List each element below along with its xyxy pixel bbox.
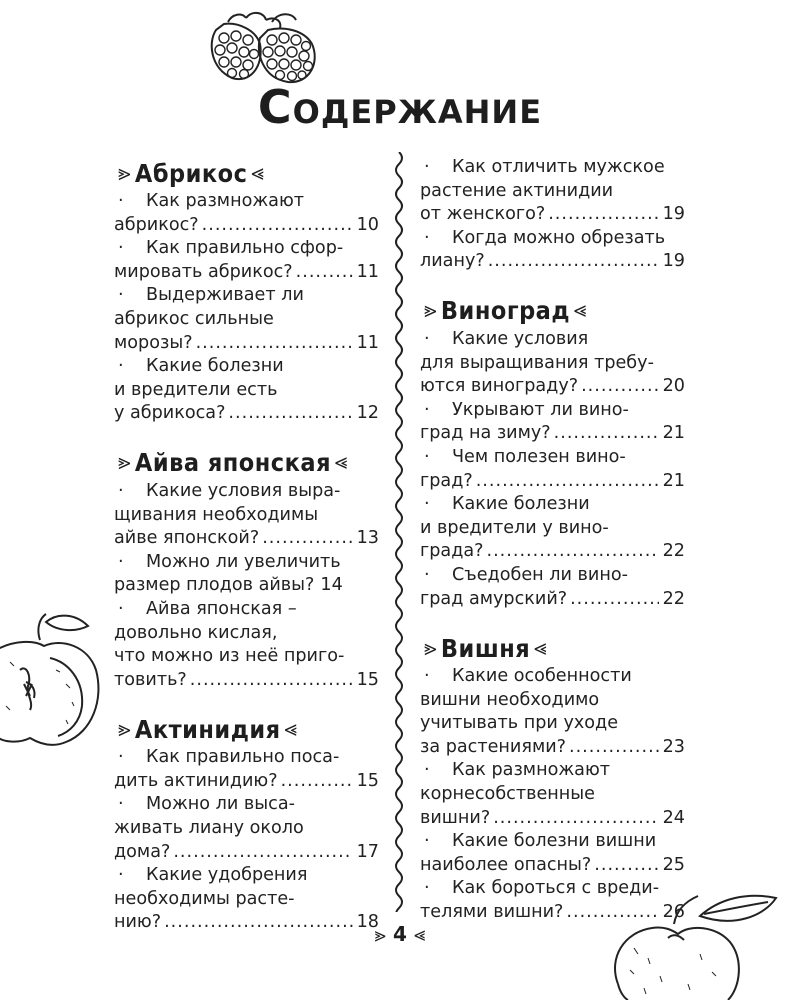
toc-section-quince [114,446,379,692]
bullet-icon: · [118,191,124,211]
bullet-icon: · [118,598,124,619]
dot-leader [488,250,659,274]
page-ref: 12 [356,403,379,424]
wavy-divider [391,152,407,912]
page-title: Содержание [257,80,543,134]
chevron-right-icon: ⪢ [118,716,131,742]
toc-entry[interactable]: · Как правильно поса- дить актинидию? ..... 15 [114,746,379,793]
bullet-icon: · [424,399,430,420]
page-ref: 15 [356,669,379,690]
dot-leader [281,770,353,794]
toc-section-actinidia-continued [420,156,685,274]
dot-leader [486,540,658,564]
dot-leader [202,214,353,238]
toc-section-apricot [114,156,379,426]
bullet-icon: · [118,480,124,501]
toc-section-cherry [420,631,685,925]
page-ref: 14 [320,575,343,596]
page-ref: 19 [662,251,685,272]
section-title: Актинидия [134,714,281,744]
dot-leader [581,375,659,399]
dot-leader [228,402,352,426]
section-heading [114,156,379,190]
toc-entry[interactable]: · Какие болезни и вредители у вино- града? ..... 22 [420,493,685,564]
bullet-icon: · [424,494,430,515]
toc-column-right [420,156,685,925]
toc-section-grape [420,294,685,611]
toc-entry[interactable]: · Какие болезни вишни наиболее опасны? ..... 25 [420,830,685,877]
page-ref: 25 [662,854,685,875]
page-ref: 13 [356,528,379,549]
page-ref: 22 [662,588,685,609]
dot-leader [493,807,658,831]
toc-entry[interactable]: · Как размножают корнесобственные вишни? ..... 24 [420,759,685,830]
bullet-icon: · [424,878,430,899]
bullet-icon: · [118,356,124,377]
toc-entry[interactable]: · Можно ли выса- живать лиану около дома? ..... 17 [114,793,379,864]
chevron-right-icon: ⪢ [424,298,437,324]
toc-entry[interactable]: · Какие удобрения необходимы расте- нию? ..... 18 [114,864,379,935]
section-title: Абрикос [134,158,248,188]
bullet-icon: · [424,328,430,349]
section-heading [114,446,379,480]
toc-entry[interactable]: · Айва японская – довольно кислая, что можно из неё приго- товить? ..... 15 [114,598,379,692]
toc-entry[interactable]: · Какие особенности вишни необходимо учитывать при уходе за растениями? ..... 23 [420,665,685,759]
chevron-left-icon: ⪡ [335,450,348,476]
page-ref: 10 [356,214,379,235]
toc-entry[interactable]: · Как отличить мужское растение актинидии от женского? ..... 19 [420,156,685,227]
section-title: Вишня [440,633,531,663]
section-heading [114,712,379,746]
dot-leader [190,669,353,693]
toc-entry[interactable]: · Когда можно обрезать лиану? ..... 19 [420,227,685,274]
toc-entry[interactable]: · Как бороться с вреди- телями вишни? ..... 26 [420,877,685,924]
toc-entry[interactable]: · Как размножают абрикос? ..... 10 [114,190,379,237]
section-heading [420,631,685,665]
toc-entry[interactable]: · Укрывают ли вино- град на зиму? ..... 21 [420,399,685,446]
chevron-left-icon: ⪡ [251,160,265,186]
page-ref: 24 [662,807,685,828]
dot-leader [262,527,352,551]
dot-leader [570,588,659,612]
dot-leader [594,854,658,878]
bullet-icon: · [118,551,124,572]
chevron-left-icon: ⪡ [534,635,548,661]
page-ref: 18 [356,912,379,933]
bullet-icon: · [424,564,430,585]
chevron-left-icon: ⪡ [413,922,426,946]
dot-leader [173,841,352,865]
page-ref: 22 [662,541,685,562]
bullet-icon: · [118,865,124,886]
toc-entry[interactable]: · Чем полезен вино- град? ..... 21 [420,446,685,493]
page-ref: 19 [662,204,685,225]
chevron-left-icon: ⪡ [284,716,298,742]
toc-entry[interactable]: · Какие болезни и вредители есть у абрикоса? ..... 12 [114,355,379,426]
bullet-icon: · [424,446,430,467]
toc-entry[interactable]: · Какие условия выра- щивания необходимы айве японской? ..... 13 [114,480,379,551]
page-ref: 15 [356,770,379,791]
toc-entry[interactable]: · Как правильно сфор- мировать абрикос? ..... 11 [114,237,379,284]
section-title: Айва японская [134,448,332,478]
raspberry-illustration [198,8,328,86]
chevron-right-icon: ⪢ [118,160,131,186]
dot-leader [476,470,659,494]
dot-leader [548,203,658,227]
page-number: ⪢ 4 ⪡ [374,922,426,946]
page-ref: 26 [662,902,685,923]
bullet-icon: · [118,238,124,259]
page-ref: 20 [662,376,685,397]
chevron-right-icon: ⪢ [118,450,131,476]
chevron-right-icon: ⪢ [424,635,437,661]
bullet-icon: · [424,227,430,248]
chevron-right-icon: ⪢ [374,922,387,946]
toc-section-actinidia [114,712,379,935]
dot-leader [554,422,659,446]
bullet-icon: · [118,285,124,306]
bullet-icon: · [424,831,430,852]
apple-illustration [604,888,800,1000]
toc-entry[interactable]: · Какие условия для выращивания требу- ются винограду? ..... 20 [420,328,685,399]
apple-half-illustration [0,610,102,750]
page-ref: 21 [662,470,685,491]
bullet-icon: · [424,157,430,177]
chevron-left-icon: ⪡ [574,298,587,324]
page-ref: 11 [356,261,379,282]
page-ref: 17 [356,841,379,862]
toc-column-left [114,156,379,935]
dot-leader [569,736,659,760]
toc-entry[interactable]: · Съедобен ли вино- град амурский? ..... 22 [420,564,685,611]
section-title: Виноград [440,296,571,326]
page-ref: 11 [356,332,379,353]
bullet-icon: · [118,794,124,815]
page-ref: 23 [662,736,685,757]
dot-leader [196,332,353,356]
section-heading [420,294,685,328]
toc-entry[interactable]: · Выдерживает ли абрикос сильные морозы? ..... 11 [114,284,379,355]
bullet-icon: · [424,760,430,781]
page-ref: 21 [662,423,685,444]
dot-leader [296,261,353,285]
bullet-icon: · [118,747,124,768]
bullet-icon: · [424,666,430,687]
toc-entry[interactable]: · Можно ли увеличить размер плодов айвы? 14 [114,551,379,598]
